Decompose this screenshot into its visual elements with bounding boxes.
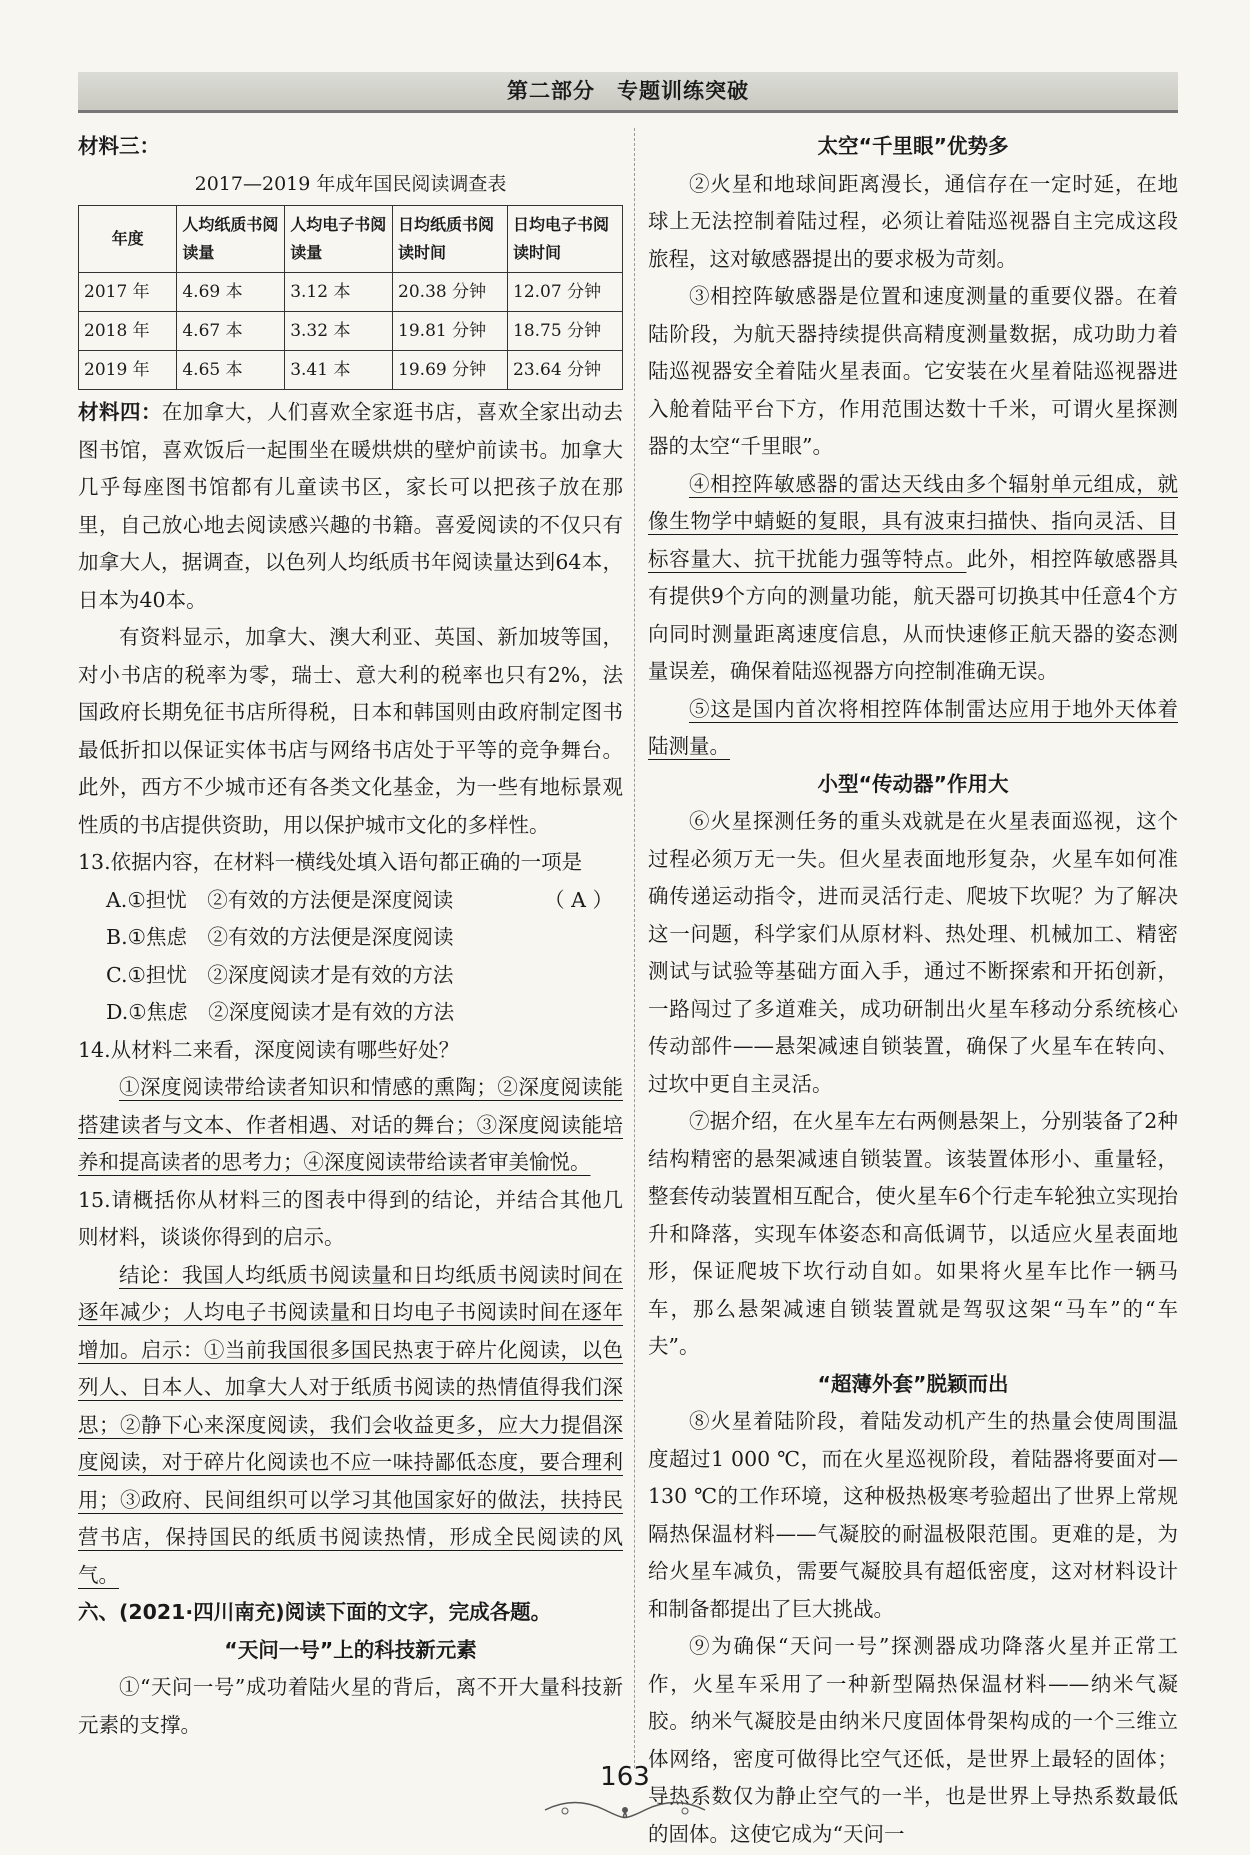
right-column bbox=[648, 128, 1178, 1853]
page-number: 163 bbox=[600, 1762, 650, 1792]
left-column bbox=[78, 128, 623, 1744]
article-paragraph-8: ⑧火星着陆阶段，着陆发动机产生的热量会使周围温度超过1 000 ℃，而在火星巡视阶段，着陆器将要面对—130 ℃的工作环境，这种极热极寒考验超出了世界上常规隔热保温材料——气凝胶的耐温极限范围。更难的是，为给火星车减负，需要气凝胶具有超低密度，这对材料设计和制备都提出了巨大挑战。 bbox=[648, 1409, 1178, 1621]
underlined-sentence: ④相控阵敏感器的雷达天线由多个辐射单元组成，就像生物学中蜻蜓的复眼，具有波束扫描快、指向灵活、目标容量大、抗干扰能力强等特点。 bbox=[648, 471, 1178, 571]
table-cell: 2019 年 bbox=[79, 351, 177, 390]
option-d: D.①焦虑 ②深度阅读才是有效的方法 bbox=[106, 1000, 455, 1024]
header-title: 第二部分 专题训练突破 bbox=[507, 79, 749, 103]
question-14-answer: ①深度阅读带给读者知识和情感的熏陶；②深度阅读能搭建读者与文本、作者相遇、对话的舞台；③深度阅读能培养和提高读者的思考力；④深度阅读带给读者审美愉悦。 bbox=[78, 1075, 623, 1174]
article-paragraph-6: ⑥火星探测任务的重头戏就是在火星表面巡视，这个过程必须万无一失。但火星表面地形复杂，火星车如何准确传递运动指令，进而灵活行走、爬坡下坎呢？为了解决这一问题，科学家们从原材料、热处理、机械加工、精密测试与试验等基础方面入手，通过不断探索和开拓创新，一路闯过了多道难关，成功研制出火星车移动分系统核心传动部件——悬架减速自锁装置，确保了火星车在转向、过坎中更自主灵活。 bbox=[648, 809, 1178, 1096]
table-header-cell: 人均纸质书阅读量 bbox=[177, 206, 285, 273]
article-paragraph-4: ④相控阵敏感器的雷达天线由多个辐射单元组成，就像生物学中蜻蜓的复眼，具有波束扫描快、指向灵活、目标容量大、抗干扰能力强等特点。此外，相控阵敏感器具有提供9个方向的测量功能，航天器可切换其中任意4个方向同时测量距离速度信息，从而快速修正航天器的姿态测量误差，确保着陆巡视器方向控制准确无误。 bbox=[648, 471, 1178, 683]
question-15: 15.请概括你从材料三的图表中得到的结论，并结合其他几则材料，谈谈你得到的启示。 bbox=[78, 1187, 623, 1249]
table-cell: 19.69 分钟 bbox=[393, 351, 508, 390]
table-cell: 3.12 本 bbox=[285, 273, 393, 312]
table-row bbox=[79, 312, 623, 351]
table-cell: 18.75 分钟 bbox=[508, 312, 623, 351]
table-cell: 4.65 本 bbox=[177, 351, 285, 390]
table-cell: 23.64 分钟 bbox=[508, 351, 623, 390]
table-cell: 19.81 分钟 bbox=[393, 312, 508, 351]
option-a: A.①担忧 ②有效的方法便是深度阅读 bbox=[106, 887, 454, 912]
article-paragraph-7: ⑦据介绍，在火星车左右两侧悬架上，分别装备了2种结构精密的悬架减速自锁装置。该装置体形小、重量轻，整套传动装置相互配合，使火星车6个行走车轮独立实现抬升和降落，实现车体姿态和高低调节，以适应火星表面地形，保证爬坡下坎行动自如。如果将火星车比作一辆马车，那么悬架减速自锁装置就是驾驭这架“马车”的“车夫”。 bbox=[648, 1109, 1178, 1358]
table-cell: 4.67 本 bbox=[177, 312, 285, 351]
material4-label: 材料四： bbox=[78, 400, 162, 424]
underlined-sentence: ⑤这是国内首次将相控阵体制雷达应用于地外天体着陆测量。 bbox=[648, 696, 1178, 758]
table-header-cell: 日均电子书阅读时间 bbox=[508, 206, 623, 273]
question-13-text: 13.依据内容，在材料一横线处填入语句都正确的一项是 bbox=[78, 850, 583, 874]
table-cell: 4.69 本 bbox=[177, 273, 285, 312]
article-paragraph-5 bbox=[648, 691, 1178, 766]
table-row bbox=[79, 351, 623, 390]
column-divider bbox=[634, 128, 635, 1768]
table-row bbox=[79, 273, 623, 312]
question-15-answer: 结论：我国人均纸质书阅读量和日均纸质书阅读时间在逐年减少；人均电子书阅读量和日均电子书阅读时间在逐年增加。启示：①当前我国很多国民热衷于碎片化阅读，以色列人、日本人、加拿大人对于纸质书阅读的热情值得我们深思；②静下心来深度阅读，我们会收益更多，应大力提倡深度阅读，对于碎片化阅读也不应一味持鄙低态度，要合理利用；③政府、民间组织可以学习其他国家好的做法，扶持民营书店，保持国民的纸质书阅读热情，形成全民阅读的风气。 bbox=[78, 1262, 623, 1587]
table-title: 2017—2019 年成年国民阅读调查表 bbox=[194, 172, 507, 195]
table-cell: 3.32 本 bbox=[285, 312, 393, 351]
table-header-cell: 日均纸质书阅读时间 bbox=[393, 206, 508, 273]
question-14: 14.从材料二来看，深度阅读有哪些好处？ bbox=[78, 1037, 460, 1062]
section-heading-1: 太空“千里眼”优势多 bbox=[817, 134, 1009, 158]
ornament-icon bbox=[535, 1795, 715, 1825]
material3-label: 材料三： bbox=[78, 134, 160, 158]
table-cell: 2017 年 bbox=[79, 273, 177, 312]
article-title: “天问一号”上的科技新元素 bbox=[224, 1637, 477, 1662]
option-c: C.①担忧 ②深度阅读才是有效的方法 bbox=[106, 962, 454, 987]
article-paragraph-3: ③相控阵敏感器是位置和速度测量的重要仪器。在着陆阶段，为航天器持续提供高精度测量数据，成功助力着陆巡视器安全着陆火星表面。它安装在火星着陆巡视器进入舱着陆平台下方，作用范围达数十千米，可谓火星探测器的太空“千里眼”。 bbox=[648, 284, 1178, 458]
table-header-cell: 人均电子书阅读量 bbox=[285, 206, 393, 273]
section-heading-2: 小型“传动器”作用大 bbox=[817, 771, 1009, 796]
option-b: B.①焦虑 ②有效的方法便是深度阅读 bbox=[106, 925, 454, 949]
material4-paragraph-2: 有资料显示，加拿大、澳大利亚、英国、新加坡等国，对小书店的税率为零，瑞士、意大利的税率也只有2%，法国政府长期免征书店所得税，日本和韩国则由政府制定图书最低折扣以保证实体书店与网络书店处于平等的竞争舞台。此外，西方不少城市还有各类文化基金，为一些有地标景观性质的书店提供资助，用以保护城市文化的多样性。 bbox=[78, 625, 623, 837]
survey-table bbox=[78, 205, 623, 390]
section-6-heading: 六、(2021·四川南充)阅读下面的文字，完成各题。 bbox=[78, 1600, 552, 1624]
table-cell: 12.07 分钟 bbox=[508, 273, 623, 312]
table-header-row bbox=[79, 206, 623, 273]
table-header-cell: 年度 bbox=[79, 206, 177, 273]
section-heading-3: “超薄外套”脱颖而出 bbox=[817, 1371, 1009, 1396]
table-cell: 3.41 本 bbox=[285, 351, 393, 390]
material4-paragraph bbox=[78, 394, 623, 619]
article-paragraph-1: ①“天问一号”成功着陆火星的背后，离不开大量科技新元素的支撑。 bbox=[78, 1675, 623, 1737]
article-paragraph-9: ⑨为确保“天问一号”探测器成功降落火星并正常工作，火星车采用了一种新型隔热保温材料——纳米气凝胶。纳米气凝胶是由纳米尺度固体骨架构成的一个三维立体网络，密度可做得比空气还低，是世界上最轻的固体；导热系数仅为静止空气的一半，也是世界上导热系数最低的固体。这使它成为“天问一 bbox=[648, 1634, 1178, 1846]
page-header bbox=[78, 72, 1178, 113]
question-13-answer: （ A ） bbox=[544, 887, 613, 912]
article-paragraph-2: ②火星和地球间距离漫长，通信存在一定时延，在地球上无法控制着陆过程，必须让着陆巡视器自主完成这段旅程，这对敏感器提出的要求极为苛刻。 bbox=[648, 171, 1178, 271]
table-cell: 2018 年 bbox=[79, 312, 177, 351]
material4-text: 在加拿大，人们喜欢全家逛书店，喜欢全家出动去图书馆，喜欢饭后一起围坐在暖烘烘的壁炉前读书。加拿大几乎每座图书馆都有儿童读书区，家长可以把孩子放在那里，自己放心地去阅读感兴趣的书籍。喜爱阅读的不仅只有加拿大人，据调查，以色列人均纸质书年阅读量达到64本，日本为40本。 bbox=[78, 400, 624, 612]
table-cell: 20.38 分钟 bbox=[393, 273, 508, 312]
